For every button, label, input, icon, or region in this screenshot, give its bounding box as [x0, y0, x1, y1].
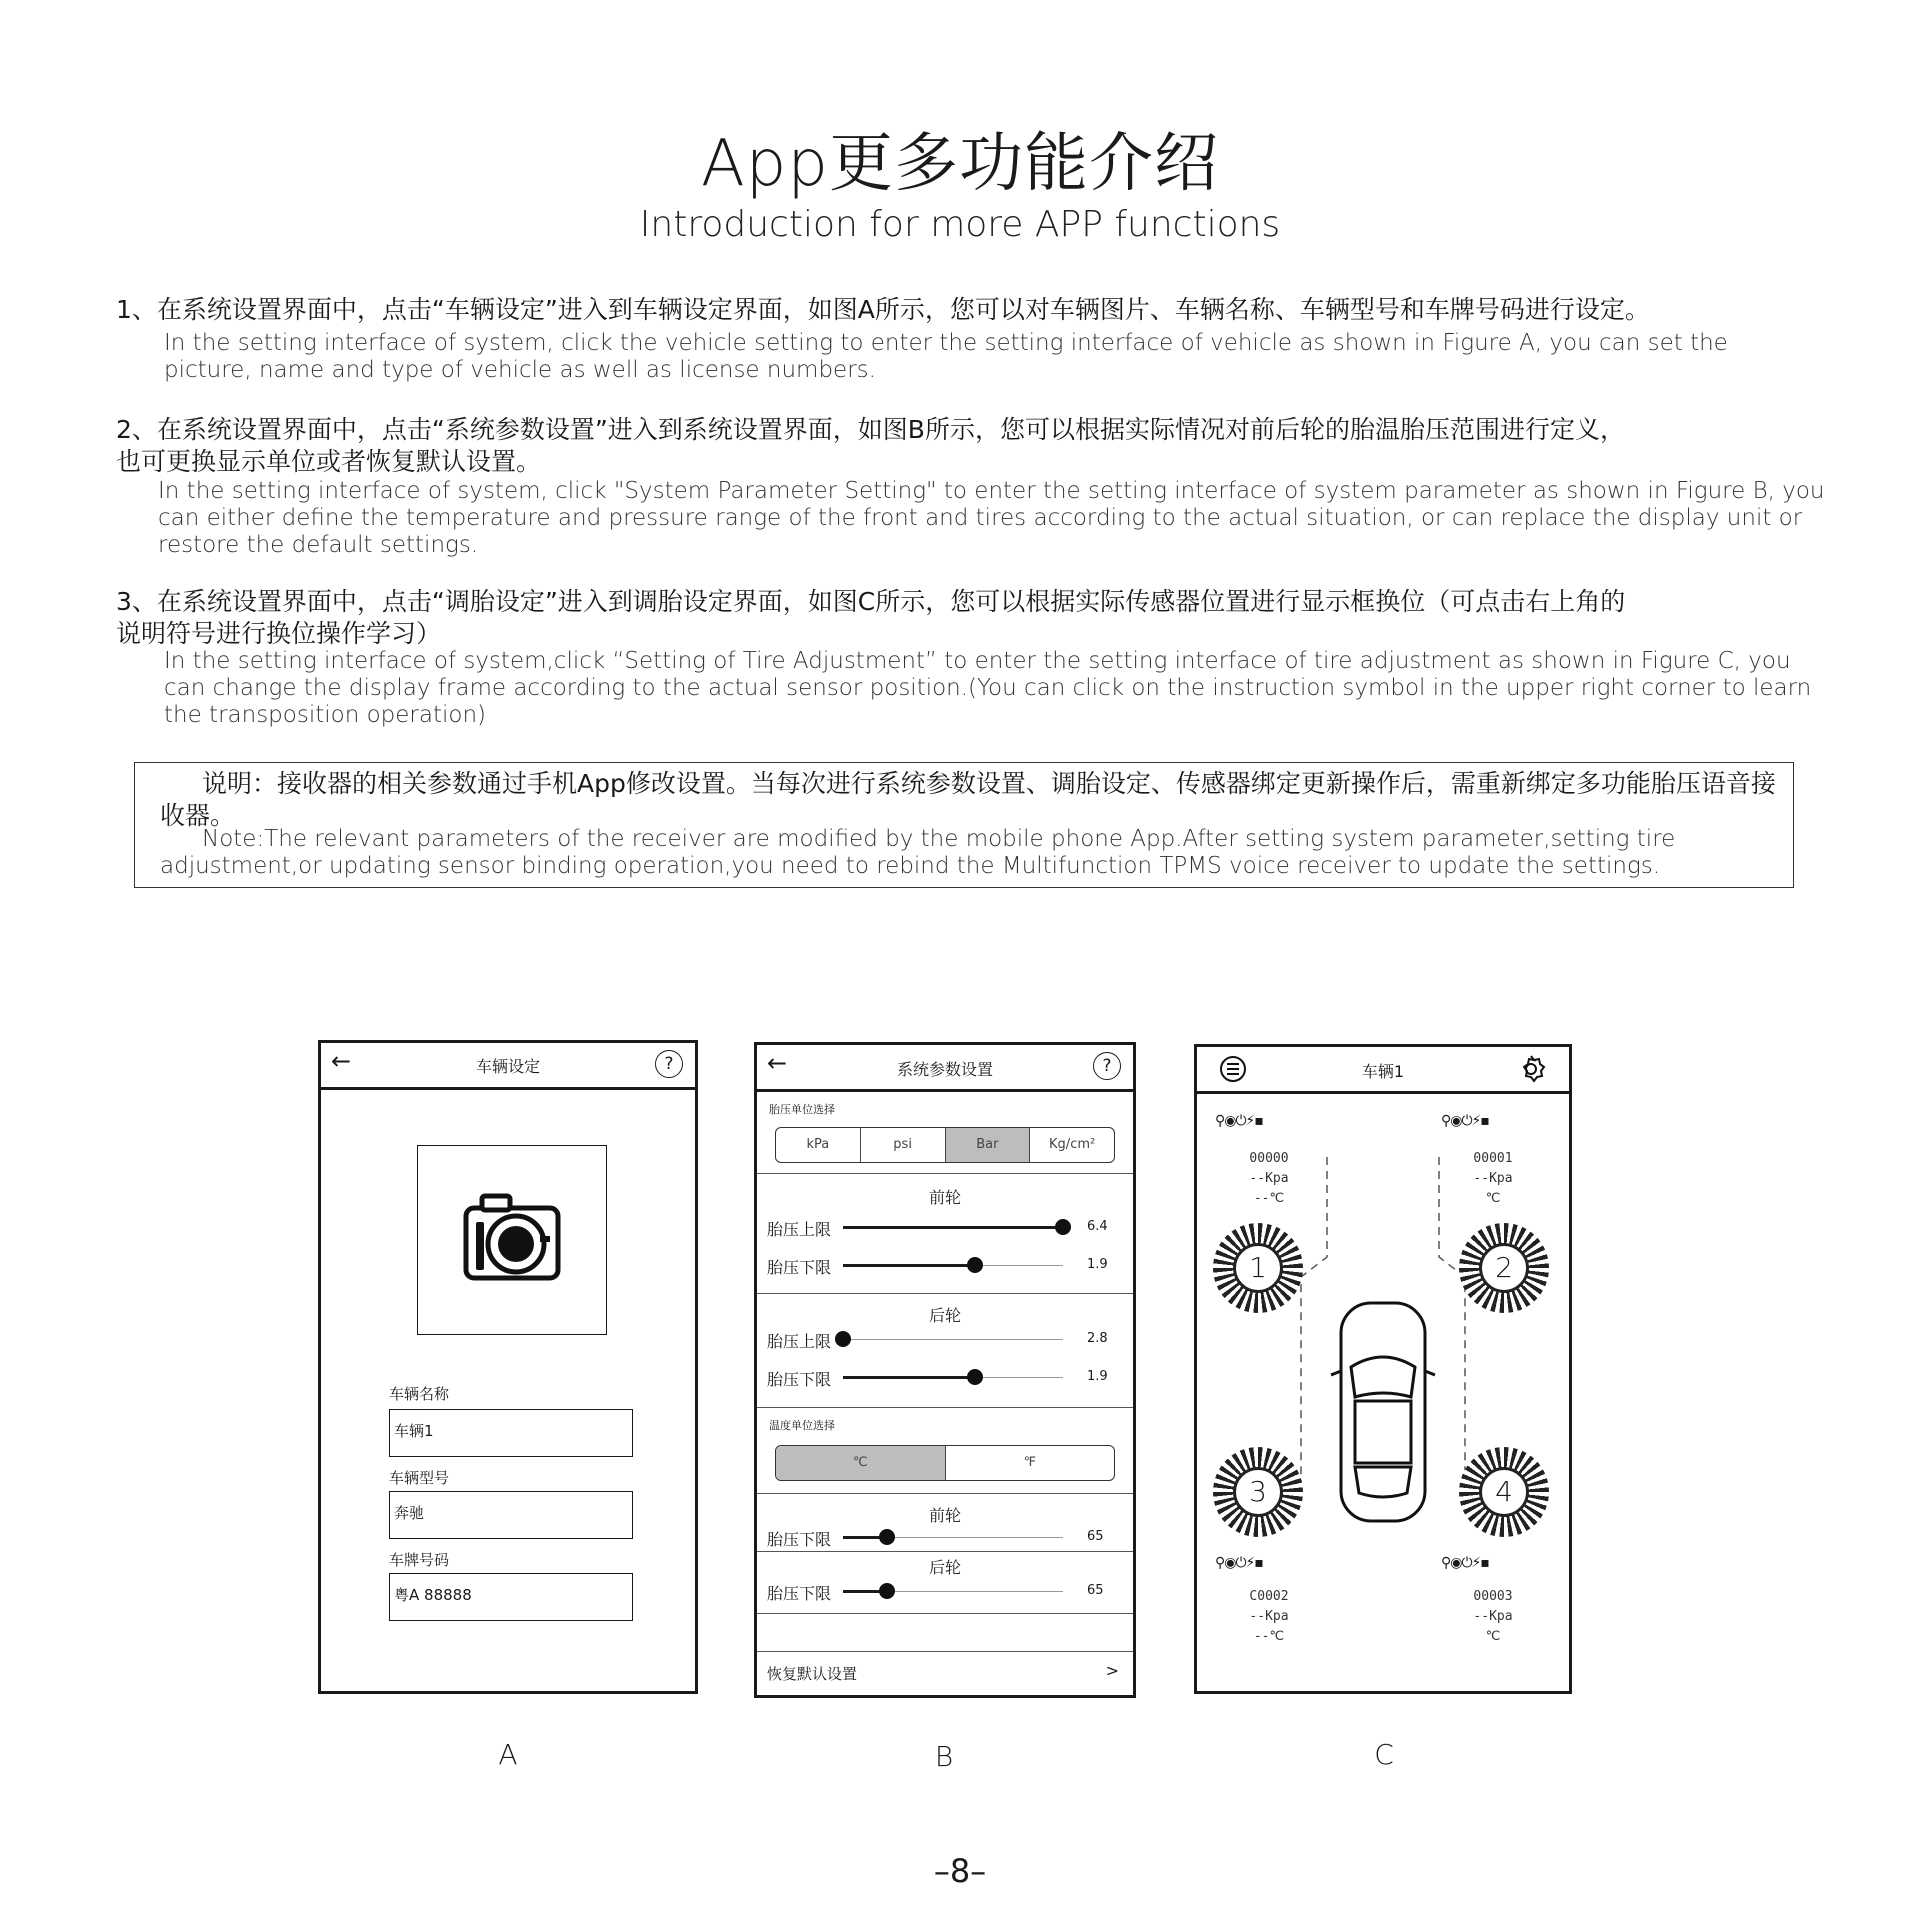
tire-3-wheel[interactable] [1213, 1447, 1303, 1537]
vehicle-picture-frame[interactable] [417, 1145, 607, 1335]
rear-lower-value: 1.9 [1087, 1369, 1108, 1384]
restore-defaults-row[interactable] [757, 1653, 1133, 1693]
tire-2-temp: ℃ [1485, 1191, 1501, 1206]
front-lower-label: 胎压下限 [767, 1258, 832, 1277]
figure-c-title: 车辆1 [1361, 1062, 1405, 1081]
divider [757, 1173, 1133, 1174]
rear-upper-label: 胎压上限 [767, 1332, 832, 1351]
vehicle-name-input[interactable]: 车辆1 [389, 1409, 633, 1457]
rear-lower-label: 胎压下限 [767, 1370, 832, 1389]
front-lower-fill [843, 1264, 975, 1267]
restore-defaults-label: 恢复默认设置 [767, 1665, 858, 1683]
section-2-en: In the setting interface of system, click "System Parameter Setting" to enter the setting interface of system parameter as shown in Figure B, you can either define the temperature and pressure range of the front and tires according to the actual situation, or can replace the display unit or restore the default settings. [158, 478, 1825, 558]
pressure-unit-bar[interactable]: Bar [945, 1128, 1030, 1162]
temp-front-knob[interactable] [879, 1529, 895, 1545]
back-arrow-icon[interactable]: ← [331, 1047, 352, 1075]
pressure-unit-kpa[interactable]: kPa [806, 1137, 830, 1152]
tire-4-wheel[interactable] [1459, 1447, 1549, 1537]
tire-1-id: 00000 [1249, 1151, 1289, 1166]
divider [757, 1407, 1133, 1408]
figure-c-caption: C [1374, 1738, 1394, 1771]
section-1-cn: 1、在系统设置界面中，点击“车辆设定”进入到车辆设定界面，如图A所示，您可以对车辆图片、车辆名称、车辆型号和车牌号码进行设定。 [116, 295, 1650, 324]
rear-lower-fill [843, 1376, 975, 1379]
gear-icon[interactable] [1515, 1053, 1547, 1085]
front-lower-knob[interactable] [967, 1257, 983, 1273]
section-3-en: In the setting interface of system,click “Setting of Tire Adjustment” to enter the setting interface of tire adjustment as shown in Figure C, you can change the display frame according to the actual sensor position.(You can click on the instruction symbol in the upper right corner to learn the transposition operation) [164, 648, 1812, 728]
front-lower-value: 1.9 [1087, 1257, 1108, 1272]
figure-b-phone [754, 1042, 1136, 1698]
tire-3-id: C0002 [1249, 1589, 1289, 1604]
menu-icon[interactable] [1219, 1055, 1247, 1083]
temp-front-title: 前轮 [928, 1506, 961, 1525]
section-1-en: In the setting interface of system, click the vehicle setting to enter the setting interface of vehicle as shown in Figure A, you can set the picture, name and type of vehicle as well as license numbers. [164, 330, 1728, 383]
tire-3-status-icons: ⚲◉⏻⚡▪ [1215, 1555, 1263, 1571]
tire-4-id: 00003 [1473, 1589, 1513, 1604]
section-2-cn: 2、在系统设置界面中，点击“系统参数设置”进入到系统设置界面，如图B所示，您可以根据实际情况对前后轮的胎温胎压范围进行定义， 也可更换显示单位或者恢复默认设置。 [116, 415, 1625, 476]
tire-2-wheel[interactable] [1459, 1223, 1549, 1313]
temp-unit-celsius[interactable]: ℃ [776, 1446, 945, 1480]
tire-4-status-icons: ⚲◉⏻⚡▪ [1441, 1555, 1489, 1571]
divider [757, 1613, 1133, 1614]
rear-upper-knob[interactable] [835, 1331, 851, 1347]
figure-b-title: 系统参数设置 [896, 1060, 993, 1079]
tire-1-card[interactable] [1207, 1149, 1331, 1209]
tire-3-card[interactable] [1207, 1587, 1331, 1647]
pressure-unit-kgcm[interactable]: Kg/cm² [1029, 1128, 1114, 1162]
page-number: –8– [933, 1852, 987, 1890]
temp-rear-knob[interactable] [879, 1583, 895, 1599]
back-arrow-icon[interactable]: ← [767, 1049, 788, 1077]
front-upper-fill [843, 1226, 1063, 1229]
temp-unit-label: 温度单位选择 [769, 1419, 835, 1432]
front-upper-knob[interactable] [1055, 1219, 1071, 1235]
rear-upper-track [843, 1339, 1063, 1340]
front-upper-value: 6.4 [1087, 1219, 1108, 1234]
temp-unit-fahrenheit[interactable]: ℉ [945, 1446, 1115, 1480]
tire-4-number: 4 [1479, 1467, 1529, 1517]
front-wheel-title: 前轮 [928, 1188, 961, 1207]
section-3-cn: 3、在系统设置界面中，点击“调胎设定”进入到调胎设定界面，如图C所示，您可以根据实际传感器位置进行显示框换位（可点击右上角的 说明符号进行换位操作学习） [116, 587, 1626, 648]
tire-2-number: 2 [1479, 1243, 1529, 1293]
figure-a-header [321, 1043, 695, 1090]
camera-icon [462, 1190, 562, 1282]
tire-3-pressure: --Kpa [1249, 1609, 1289, 1624]
pressure-unit-psi[interactable]: psi [860, 1128, 945, 1162]
note-en: Note:The relevant parameters of the receiver are modified by the mobile phone App.After setting system parameter,setting tire adjustment,or updating sensor binding operation,you need to rebind the Multifunction TPMS voice receiver to update the settings. [160, 826, 1676, 879]
vehicle-model-input[interactable]: 奔驰 [389, 1491, 633, 1539]
temp-rear-label: 胎压下限 [767, 1584, 832, 1603]
license-plate-label: 车牌号码 [389, 1551, 450, 1569]
divider [757, 1651, 1133, 1652]
vehicle-model-label: 车辆型号 [389, 1469, 450, 1487]
temp-rear-title: 后轮 [928, 1558, 961, 1577]
tire-1-pressure: --Kpa [1249, 1171, 1289, 1186]
figure-b-caption: B [934, 1740, 954, 1773]
rear-lower-knob[interactable] [967, 1369, 983, 1385]
tire-3-number: 3 [1233, 1467, 1283, 1517]
temp-front-label: 胎压下限 [767, 1530, 832, 1549]
divider [757, 1493, 1133, 1494]
pressure-unit-selector [775, 1127, 1115, 1163]
figure-c-phone [1194, 1044, 1572, 1694]
figure-a-phone [318, 1040, 698, 1694]
tire-4-temp: ℃ [1485, 1629, 1501, 1644]
rear-wheel-title: 后轮 [928, 1306, 961, 1325]
divider [757, 1551, 1133, 1552]
divider [757, 1293, 1133, 1294]
tire-4-card[interactable] [1431, 1587, 1555, 1647]
tire-2-id: 00001 [1473, 1151, 1513, 1166]
temp-rear-value: 65 [1087, 1583, 1104, 1598]
page-title: App更多功能介绍 [700, 127, 1220, 201]
tire-3-temp: --℃ [1253, 1629, 1285, 1644]
figure-a-caption: A [498, 1738, 518, 1771]
front-upper-label: 胎压上限 [767, 1220, 832, 1239]
tire-2-card[interactable] [1431, 1149, 1555, 1209]
page-subtitle: Introduction for more APP functions [639, 204, 1281, 245]
tire-4-pressure: --Kpa [1473, 1609, 1513, 1624]
pressure-unit-label: 胎压单位选择 [769, 1103, 835, 1116]
tire-2-status-icons: ⚲◉⏻⚡▪ [1441, 1113, 1489, 1129]
rear-upper-value: 2.8 [1087, 1331, 1108, 1346]
license-plate-input[interactable]: 粤A 88888 [389, 1573, 633, 1621]
chevron-right-icon: > [1105, 1661, 1119, 1680]
figure-b-header [757, 1045, 1133, 1092]
note-cn: 说明：接收器的相关参数通过手机App修改设置。当每次进行系统参数设置、调胎设定、传感器绑定更新操作后，需重新绑定多功能胎压语音接收器。 [160, 769, 1776, 830]
temp-front-value: 65 [1087, 1529, 1104, 1544]
tire-1-status-icons: ⚲◉⏻⚡▪ [1215, 1113, 1263, 1129]
tire-1-temp: --℃ [1253, 1191, 1285, 1206]
help-icon[interactable]: ? [1093, 1052, 1121, 1080]
figure-a-title: 车辆设定 [475, 1057, 540, 1076]
tire-2-pressure: --Kpa [1473, 1171, 1513, 1186]
help-icon[interactable]: ? [655, 1050, 683, 1078]
tire-1-number: 1 [1233, 1243, 1283, 1293]
vehicle-name-label: 车辆名称 [389, 1385, 450, 1403]
temp-unit-selector [775, 1445, 1115, 1481]
tire-1-wheel[interactable] [1213, 1223, 1303, 1313]
